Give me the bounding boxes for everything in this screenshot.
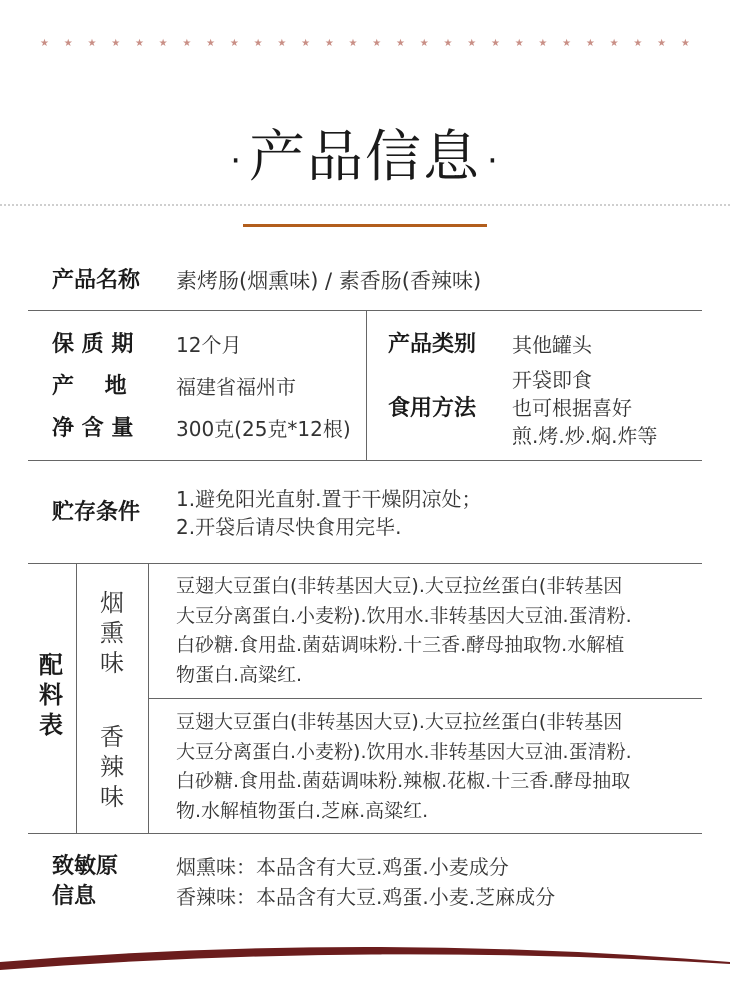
star-icon: ★: [277, 38, 287, 49]
star-icon: ★: [182, 38, 192, 49]
allergen-line: 烟熏味：本品含有大豆.鸡蛋.小麦成分: [176, 855, 509, 879]
net-content-value: 300克(25克*12根): [176, 417, 351, 441]
allergen-value: [176, 852, 555, 912]
spicy-ingredients: [176, 708, 632, 826]
star-icon: ★: [40, 38, 49, 49]
storage-line: 2.开袋后请尽快食用完毕.: [176, 515, 402, 539]
star-icon: ★: [134, 38, 144, 49]
allergen-line: 香辣味：本品含有大豆.鸡蛋.小麦.芝麻成分: [176, 885, 556, 909]
origin-label: 产 地: [52, 374, 127, 399]
star-icon: ★: [301, 38, 311, 49]
row-divider: [28, 460, 702, 461]
star-icon: ★: [514, 38, 524, 49]
dotted-divider: [0, 204, 730, 206]
star-icon: ★: [657, 38, 667, 49]
shelf-life-label: 保 质 期: [52, 332, 134, 357]
star-icon: ★: [111, 38, 121, 49]
product-name-value: 素烤肠(烟熏味) / 素香肠(香辣味): [176, 269, 482, 293]
column-divider: [76, 563, 77, 833]
allergen-label-line: 致敏原: [52, 854, 119, 879]
star-icon: ★: [443, 38, 453, 49]
column-divider: [366, 310, 367, 460]
title-dot-right: ·: [487, 140, 500, 181]
star-icon: ★: [158, 38, 168, 49]
title-dot-left: ·: [230, 140, 243, 181]
star-icon: ★: [396, 38, 405, 49]
allergen-label: [52, 852, 118, 912]
smoked-flavor-label: 烟熏味: [100, 589, 124, 677]
star-icon: ★: [490, 38, 500, 49]
usage-value: [512, 366, 657, 450]
star-icon: ★: [63, 38, 73, 49]
star-icon: ★: [680, 38, 690, 49]
storage-line: 1.避免阳光直射.置于干燥阴凉处；: [176, 487, 482, 511]
star-icon: ★: [324, 38, 334, 49]
usage-line: 煎.烤.炒.焖.炸等: [512, 424, 658, 448]
star-icon: ★: [419, 38, 429, 49]
spicy-flavor-label: 香辣味: [100, 723, 124, 811]
row-divider: [148, 698, 702, 699]
origin-value: 福建省福州市: [176, 375, 296, 399]
wave-shape: [0, 947, 730, 970]
shelf-life-value: 12个月: [176, 333, 242, 357]
ingredient-line: 物蛋白.高粱红.: [176, 663, 303, 686]
star-border: [40, 38, 690, 50]
page-title: [0, 120, 730, 199]
title-text: 产品信息: [249, 125, 481, 190]
star-icon: ★: [206, 38, 216, 49]
allergen-label-line: 信息: [52, 884, 97, 909]
star-icon: ★: [562, 38, 572, 49]
storage-label: 贮存条件: [52, 500, 141, 525]
star-icon: ★: [609, 38, 619, 49]
ingredient-line: 白砂糖.食用盐.菌菇调味粉.辣椒.花椒.十三香.酵母抽取: [176, 770, 631, 792]
smoked-ingredients: [176, 572, 632, 690]
star-icon: ★: [585, 38, 595, 49]
usage-label: 食用方法: [388, 396, 477, 421]
star-icon: ★: [348, 38, 358, 49]
star-icon: ★: [538, 38, 548, 49]
star-icon: ★: [229, 38, 239, 49]
ingredient-line: 大豆分离蛋白.小麦粉).饮用水.非转基因大豆油.蛋清粉.: [176, 740, 632, 763]
row-divider: [28, 310, 702, 311]
net-content-label: 净 含 量: [52, 416, 134, 441]
row-divider: [28, 563, 702, 564]
product-name-label: 产品名称: [52, 268, 141, 293]
star-icon: ★: [467, 38, 477, 49]
category-value: 其他罐头: [512, 333, 592, 357]
ingredients-label: 配料表: [39, 651, 63, 739]
usage-line: 也可根据喜好: [512, 396, 632, 420]
star-icon: ★: [633, 38, 643, 49]
ingredient-line: 大豆分离蛋白.小麦粉).饮用水.非转基因大豆油.蛋清粉.: [176, 604, 632, 627]
star-icon: ★: [87, 38, 97, 49]
bottom-wave-decoration: [0, 940, 730, 1000]
star-icon: ★: [253, 38, 263, 49]
usage-line: 开袋即食: [512, 368, 592, 392]
star-icon: ★: [372, 38, 382, 49]
storage-value: [176, 485, 481, 541]
ingredient-line: 豆翅大豆蛋白(非转基因大豆).大豆拉丝蛋白(非转基因: [176, 711, 623, 733]
row-divider: [28, 833, 702, 834]
accent-bar: [243, 224, 487, 227]
category-label: 产品类别: [388, 332, 477, 357]
ingredient-line: 豆翅大豆蛋白(非转基因大豆).大豆拉丝蛋白(非转基因: [176, 575, 623, 597]
ingredient-line: 物.水解植物蛋白.芝麻.高粱红.: [176, 799, 429, 822]
ingredient-line: 白砂糖.食用盐.菌菇调味粉.十三香.酵母抽取物.水解植: [176, 634, 625, 656]
